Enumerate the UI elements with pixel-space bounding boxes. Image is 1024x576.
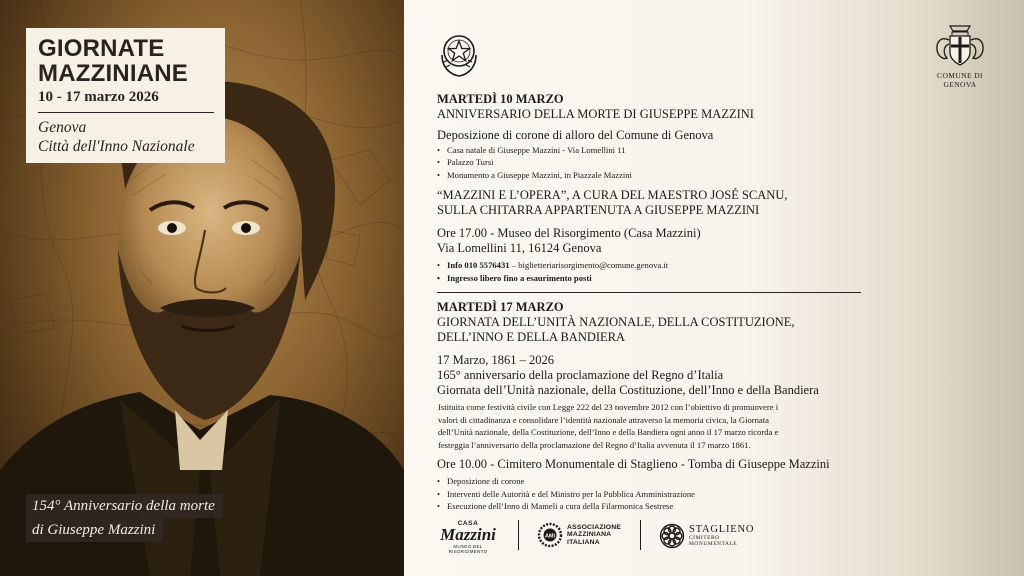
comune-di-genova-label: COMUNE DI GENOVA — [937, 71, 983, 89]
cimitero-label: CIMITERO — [689, 535, 720, 541]
museum-label: MUSEO DEL RISORGIMENTO — [448, 544, 488, 554]
section-divider — [437, 292, 861, 293]
title-line-1: GIORNATE — [38, 35, 165, 62]
associazione-mazziniana-logo — [537, 522, 621, 548]
genova-coat-of-arms-icon — [933, 24, 987, 68]
event2-ceremony-time-place: Ore 10.00 - Cimitero Monumentale di Staglieno - Tomba di Giuseppe Mazzini — [437, 457, 830, 472]
casa-mazzini-logo — [434, 520, 502, 554]
title-divider — [38, 112, 214, 113]
mazzini-label: Mazzini — [440, 525, 496, 544]
staglieno-logo — [659, 523, 754, 549]
info-email: – biglietteriarisorgimento@comune.genova.it — [509, 260, 669, 271]
staglieno-text — [689, 525, 754, 547]
event2-day: MARTEDÌ 17 MARZO — [437, 300, 564, 315]
event2-program-list — [437, 475, 867, 512]
event1-ceremony: Deposizione di corone di alloro del Comune di Genova — [437, 128, 714, 142]
description-line: valori di cittadinanza e consolidare l’identità nazionale attraverso la memoria civica, la Giornata — [438, 414, 769, 425]
city-subtitle: Città dell'Inno Nazionale — [38, 138, 195, 155]
info-phone: Info 010 5576431 — [447, 260, 510, 271]
concert-title-line-1: “MAZZINI E L’OPERA”, A CURA DEL MAESTRO JOSÉ SCANU, — [437, 188, 788, 203]
logo-divider — [640, 520, 641, 550]
event1-locations-list — [437, 144, 867, 181]
event1-title: ANNIVERSARIO DELLA MORTE DI GIUSEPPE MAZZINI — [437, 107, 754, 121]
casa-label: CASA — [457, 520, 479, 527]
assoc-line: MAZZINIANA — [567, 531, 612, 539]
city-name: Genova — [38, 119, 87, 136]
poster-image-panel — [0, 0, 404, 576]
event2-title-line-1: GIORNATA DELL’UNITÀ NAZIONALE, DELLA COSTITUZIONE, — [437, 315, 795, 330]
event2-description — [437, 401, 867, 451]
title-line-2: MAZZINIANE — [38, 60, 188, 87]
description-line: Istituita come festività civile con Legge 222 del 23 novembre 2012 con l’obiettivo di promuovere i — [438, 402, 779, 413]
partner-logos — [434, 518, 754, 552]
monumentale-label: MONUMENTALE — [689, 541, 738, 547]
concert-title-line-2: SULLA CHITARRA APPARTENUTA A GIUSEPPE MAZZINI — [437, 203, 760, 218]
concert-address: Via Lomellini 11, 16124 Genova — [437, 241, 602, 256]
event-title-box — [26, 28, 225, 163]
list-item: • Palazzo Tursi — [437, 156, 867, 168]
event2-subtitle-1: 17 Marzo, 1861 – 2026 — [437, 353, 554, 368]
list-item: • Monumento a Giuseppe Mazzini, in Piazzale Mazzini — [437, 169, 867, 181]
event2-subtitle-2: 165° anniversario della proclamazione del Regno d’Italia — [437, 368, 724, 383]
italian-republic-emblem-icon — [436, 29, 482, 79]
list-item: • Casa natale di Giuseppe Mazzini - Via Lomellini 11 — [437, 144, 867, 156]
program-content — [437, 92, 867, 513]
assoc-line: ITALIANA — [567, 538, 600, 546]
anniversary-line-2: di Giuseppe Mazzini — [26, 518, 163, 542]
event1-info-list — [437, 259, 867, 284]
concert-time-place: Ore 17.00 - Museo del Risorgimento (Casa Mazzini) — [437, 226, 701, 241]
event-dates: 10 - 17 marzo 2026 — [38, 89, 159, 105]
description-line: festeggia l’anniversario della proclamazione del Regno d’Italia avvenuta il 17 marzo 1861. — [438, 439, 751, 450]
assoc-line: ASSOCIAZIONE — [567, 523, 622, 531]
staglieno-rosette-icon — [659, 523, 685, 549]
anniversary-line-1: 154° Anniversario della morte — [26, 494, 223, 518]
free-entry-item: • Ingresso libero fino a esaurimento posti — [437, 272, 867, 284]
svg-text:AMI: AMI — [544, 533, 556, 540]
event1-day: MARTEDÌ 10 MARZO — [437, 92, 564, 106]
comune-di-genova-logo — [922, 24, 998, 89]
anniversary-caption — [26, 494, 223, 542]
list-item: • Interventi delle Autorità e del Ministro per la Pubblica Amministrazione — [437, 488, 867, 500]
logo-divider — [518, 520, 519, 550]
list-item: • Deposizione di corone — [437, 475, 867, 487]
list-item: • Esecuzione dell’Inno di Mameli a cura della Filarmonica Sestrese — [437, 500, 867, 512]
info-item — [437, 259, 867, 271]
ami-association-logo-icon — [537, 522, 563, 548]
event2-title-line-2: DELL’INNO E DELLA BANDIERA — [437, 330, 626, 345]
description-line: dell’Unità nazionale, della Costituzione, dell’Inno e della Bandiera ogni anno il 17 marzo ricorda e — [438, 427, 779, 438]
staglieno-label: STAGLIENO — [689, 524, 755, 535]
event2-subtitle-3: Giornata dell’Unità nazionale, della Costituzione, dell’Inno e della Bandiera — [437, 383, 819, 398]
associazione-text — [567, 524, 621, 546]
